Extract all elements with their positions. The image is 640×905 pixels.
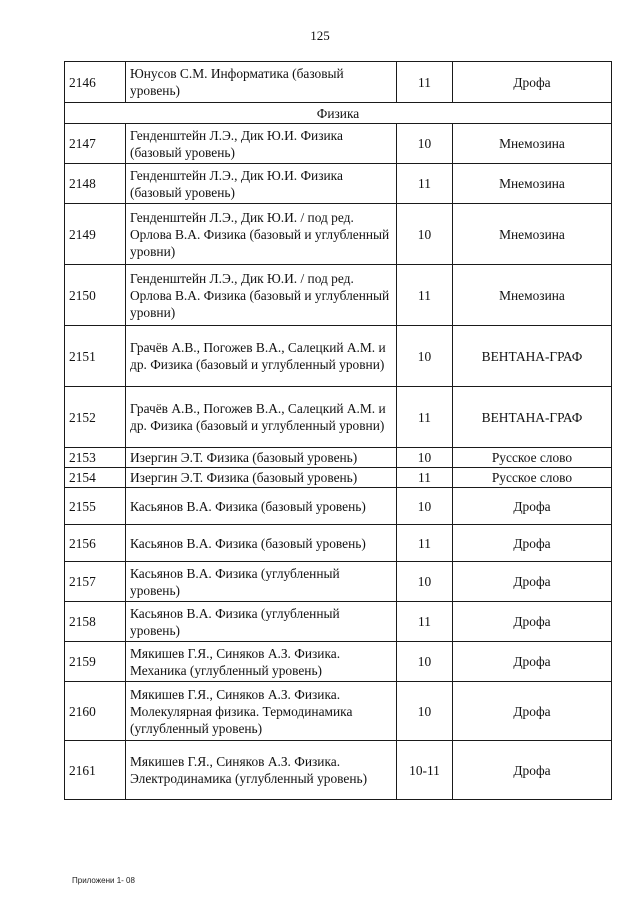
- page-number: 125: [310, 28, 330, 43]
- row-publisher: ВЕНТАНА-ГРАФ: [453, 326, 612, 387]
- row-title: Касьянов В.А. Физика (базовый уровень): [126, 525, 397, 562]
- row-number: 2146: [65, 62, 126, 103]
- row-number: 2161: [65, 741, 126, 800]
- row-grade: 10: [397, 682, 453, 741]
- row-publisher: Дрофа: [453, 741, 612, 800]
- row-grade: 10: [397, 562, 453, 602]
- row-grade: 10: [397, 204, 453, 265]
- row-title: Генденштейн Л.Э., Дик Ю.И. / под ред. Орлова В.А. Физика (базовый и углубленный уровни): [126, 265, 397, 326]
- row-title: Касьянов В.А. Физика (базовый уровень): [126, 488, 397, 525]
- table-row: [65, 642, 612, 682]
- row-title: Юнусов С.М. Информатика (базовый уровень): [126, 62, 397, 103]
- row-title: Касьянов В.А. Физика (углубленный уровень): [126, 562, 397, 602]
- row-title: Генденштейн Л.Э., Дик Ю.И. Физика (базовый уровень): [126, 124, 397, 164]
- table-row: [65, 741, 612, 800]
- row-number: 2158: [65, 602, 126, 642]
- row-title: Изергин Э.Т. Физика (базовый уровень): [126, 448, 397, 468]
- row-grade: 10: [397, 326, 453, 387]
- row-publisher: Дрофа: [453, 62, 612, 103]
- row-number: 2153: [65, 448, 126, 468]
- row-title: Мякишев Г.Я., Синяков А.З. Физика. Электродинамика (углубленный уровень): [126, 741, 397, 800]
- table-row: [65, 164, 612, 204]
- row-title: Мякишев Г.Я., Синяков А.З. Физика. Механика (углубленный уровень): [126, 642, 397, 682]
- row-publisher: Дрофа: [453, 602, 612, 642]
- table-row: [65, 562, 612, 602]
- row-grade: 10: [397, 448, 453, 468]
- row-number: 2152: [65, 387, 126, 448]
- row-number: 2154: [65, 468, 126, 488]
- row-number: 2160: [65, 682, 126, 741]
- row-title: Изергин Э.Т. Физика (базовый уровень): [126, 468, 397, 488]
- row-title: Генденштейн Л.Э., Дик Ю.И. Физика (базовый уровень): [126, 164, 397, 204]
- table-row: [65, 326, 612, 387]
- table-row: [65, 124, 612, 164]
- row-title: Грачёв А.В., Погожев В.А., Салецкий А.М. и др. Физика (базовый и углубленный уровни): [126, 326, 397, 387]
- row-grade: 11: [397, 468, 453, 488]
- table-row: [65, 62, 612, 103]
- row-number: 2157: [65, 562, 126, 602]
- row-publisher: Мнемозина: [453, 124, 612, 164]
- row-title: Генденштейн Л.Э., Дик Ю.И. / под ред. Орлова В.А. Физика (базовый и углубленный уровни): [126, 204, 397, 265]
- row-publisher: Русское слово: [453, 448, 612, 468]
- row-grade: 11: [397, 62, 453, 103]
- textbook-table: [64, 61, 612, 800]
- row-title: Касьянов В.А. Физика (углубленный уровень): [126, 602, 397, 642]
- row-grade: 11: [397, 164, 453, 204]
- row-publisher: Дрофа: [453, 562, 612, 602]
- row-number: 2148: [65, 164, 126, 204]
- table-row: [65, 682, 612, 741]
- row-grade: 11: [397, 602, 453, 642]
- row-grade: 11: [397, 265, 453, 326]
- row-publisher: Русское слово: [453, 468, 612, 488]
- row-publisher: Дрофа: [453, 682, 612, 741]
- row-number: 2159: [65, 642, 126, 682]
- row-publisher: Мнемозина: [453, 265, 612, 326]
- row-number: 2150: [65, 265, 126, 326]
- table-row: [65, 448, 612, 468]
- section-title: Физика: [65, 103, 612, 124]
- row-number: 2156: [65, 525, 126, 562]
- row-number: 2155: [65, 488, 126, 525]
- section-row: [65, 103, 612, 124]
- table-row: [65, 265, 612, 326]
- table-row: [65, 525, 612, 562]
- row-publisher: Дрофа: [453, 525, 612, 562]
- row-title: Мякишев Г.Я., Синяков А.З. Физика. Молекулярная физика. Термодинамика (углубленный уровень): [126, 682, 397, 741]
- table-row: [65, 387, 612, 448]
- row-grade: 10: [397, 642, 453, 682]
- row-publisher: Дрофа: [453, 642, 612, 682]
- row-grade: 11: [397, 525, 453, 562]
- row-number: 2151: [65, 326, 126, 387]
- table-row: [65, 468, 612, 488]
- row-grade: 10-11: [397, 741, 453, 800]
- row-title: Грачёв А.В., Погожев В.А., Салецкий А.М. и др. Физика (базовый и углубленный уровни): [126, 387, 397, 448]
- row-publisher: Дрофа: [453, 488, 612, 525]
- table-row: [65, 204, 612, 265]
- row-grade: 10: [397, 124, 453, 164]
- footer-note: Приложени 1- 08: [72, 876, 135, 885]
- row-grade: 11: [397, 387, 453, 448]
- table-row: [65, 602, 612, 642]
- table-row: [65, 488, 612, 525]
- row-number: 2147: [65, 124, 126, 164]
- row-publisher: Мнемозина: [453, 164, 612, 204]
- row-publisher: ВЕНТАНА-ГРАФ: [453, 387, 612, 448]
- row-grade: 10: [397, 488, 453, 525]
- row-number: 2149: [65, 204, 126, 265]
- row-publisher: Мнемозина: [453, 204, 612, 265]
